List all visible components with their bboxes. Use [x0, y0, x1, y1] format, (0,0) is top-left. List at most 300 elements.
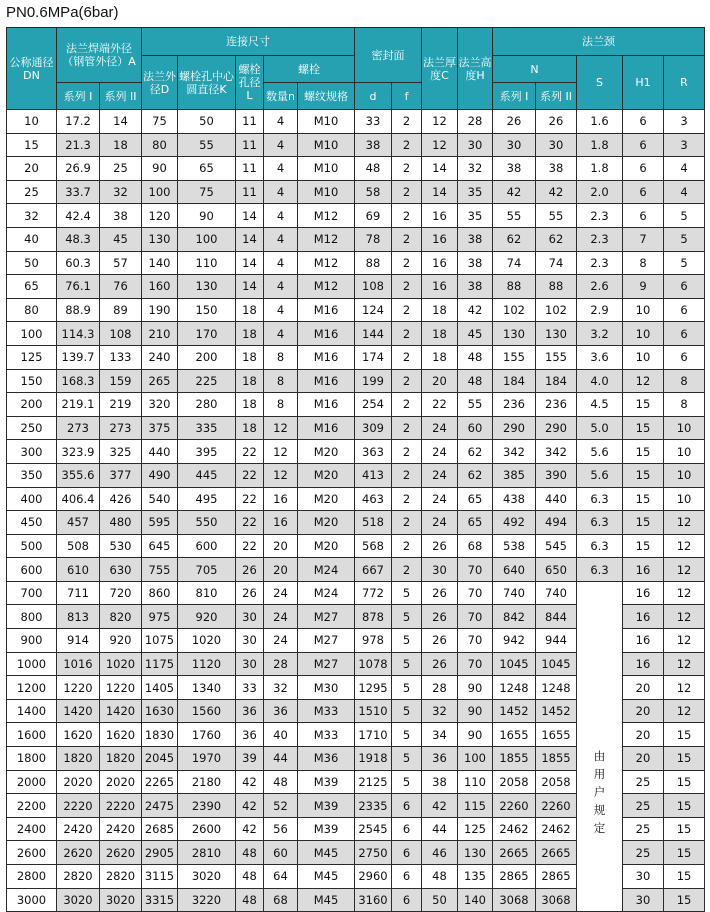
table-cell: 6 — [664, 298, 705, 322]
table-cell: 540 — [142, 487, 178, 511]
table-cell: 20 — [623, 676, 664, 700]
table-cell: 1075 — [142, 629, 178, 653]
table-cell: 46 — [422, 841, 458, 865]
table-cell: 55 — [458, 393, 493, 417]
table-cell: 30 — [422, 558, 458, 582]
table-cell: 860 — [142, 581, 178, 605]
header-bolt-hole: 螺栓孔径L — [236, 56, 264, 110]
table-cell: 2462 — [493, 817, 536, 841]
table-cell: M27 — [298, 605, 355, 629]
table-cell: M45 — [298, 888, 355, 912]
table-cell: 518 — [355, 511, 392, 535]
table-cell: 2335 — [355, 794, 392, 818]
table-cell: 1600 — [7, 723, 57, 747]
table-cell: 26.9 — [57, 157, 100, 181]
table-cell: 273 — [100, 416, 142, 440]
table-cell: 75 — [142, 110, 178, 134]
table-row — [7, 322, 705, 346]
table-cell: 62 — [493, 227, 536, 251]
table-cell: 64 — [264, 865, 298, 889]
table-cell: 15 — [7, 133, 57, 157]
table-cell: 1970 — [178, 747, 236, 771]
table-cell: 24 — [422, 440, 458, 464]
header-thickness: 法兰厚度C — [422, 28, 458, 110]
table-cell: 32 — [100, 180, 142, 204]
table-cell: 60.3 — [57, 251, 100, 275]
table-cell: 1078 — [355, 652, 392, 676]
table-cell: 1855 — [536, 747, 577, 771]
table-cell: 120 — [142, 204, 178, 228]
table-cell: 30 — [236, 652, 264, 676]
table-cell: 240 — [142, 345, 178, 369]
table-cell: 65 — [458, 511, 493, 535]
table-cell: 62 — [458, 440, 493, 464]
table-cell: 2600 — [7, 841, 57, 865]
table-cell: 6 — [623, 133, 664, 157]
table-cell: 16 — [422, 251, 458, 275]
table-cell: 155 — [493, 345, 536, 369]
table-cell: 2220 — [57, 794, 100, 818]
table-cell: 8 — [623, 251, 664, 275]
table-cell: 18 — [236, 322, 264, 346]
table-cell: 265 — [142, 369, 178, 393]
table-cell: 6 — [392, 888, 422, 912]
table-cell: 62 — [458, 463, 493, 487]
table-cell: M10 — [298, 157, 355, 181]
table-cell: 650 — [536, 558, 577, 582]
table-cell: 18 — [236, 369, 264, 393]
table-cell: 88 — [493, 275, 536, 299]
table-cell: 1.8 — [577, 157, 623, 181]
table-cell: 3.2 — [577, 322, 623, 346]
header-n-series2: 系列 II — [536, 83, 577, 110]
table-cell: 2 — [392, 180, 422, 204]
table-cell: 15 — [664, 723, 705, 747]
table-cell: 385 — [493, 463, 536, 487]
table-cell: 667 — [355, 558, 392, 582]
table-cell: 5 — [392, 605, 422, 629]
table-cell: 26 — [493, 110, 536, 134]
table-cell: 1248 — [536, 676, 577, 700]
table-cell: 426 — [100, 487, 142, 511]
table-cell: 12 — [664, 558, 705, 582]
table-cell: 3220 — [178, 888, 236, 912]
table-cell: 1630 — [142, 699, 178, 723]
table-cell: 1400 — [7, 699, 57, 723]
table-cell: 184 — [493, 369, 536, 393]
table-cell: 16 — [623, 629, 664, 653]
table-cell: 6 — [664, 345, 705, 369]
table-cell: 2 — [392, 204, 422, 228]
table-cell: 12 — [664, 676, 705, 700]
table-cell: 100 — [178, 227, 236, 251]
table-cell: 38 — [355, 133, 392, 157]
table-cell: 20 — [7, 157, 57, 181]
table-cell: 236 — [493, 393, 536, 417]
table-cell: 273 — [57, 416, 100, 440]
table-cell: 18 — [236, 416, 264, 440]
table-cell: 11 — [236, 110, 264, 134]
table-cell: 705 — [178, 558, 236, 582]
table-cell: 8 — [664, 369, 705, 393]
table-cell: 12 — [664, 652, 705, 676]
table-cell: M12 — [298, 204, 355, 228]
table-cell: 12 — [664, 629, 705, 653]
table-cell: 457 — [57, 511, 100, 535]
table-cell: 70 — [458, 605, 493, 629]
table-cell: 17.2 — [57, 110, 100, 134]
table-cell: M33 — [298, 699, 355, 723]
table-cell: 4 — [264, 251, 298, 275]
table-cell: 38 — [422, 770, 458, 794]
header-dn: 公称通径DN — [7, 28, 57, 110]
table-cell: 711 — [57, 581, 100, 605]
table-cell: 438 — [493, 487, 536, 511]
table-cell: 90 — [142, 157, 178, 181]
table-cell: 57 — [100, 251, 142, 275]
header-flange-od: 法兰外径D — [142, 56, 178, 110]
table-cell: 36 — [264, 699, 298, 723]
table-cell: M16 — [298, 393, 355, 417]
table-cell: 38 — [493, 157, 536, 181]
table-cell: 15 — [664, 841, 705, 865]
table-cell: 135 — [458, 865, 493, 889]
table-cell: M27 — [298, 629, 355, 653]
table-cell: 2 — [392, 322, 422, 346]
table-row — [7, 511, 705, 535]
table-cell: 800 — [7, 605, 57, 629]
table-cell: 42 — [458, 298, 493, 322]
header-weld-od: 法兰焊端外径（钢管外径）A — [57, 28, 142, 83]
table-cell: 320 — [142, 393, 178, 417]
header-s: S — [577, 56, 623, 110]
table-cell: 2.3 — [577, 204, 623, 228]
table-cell: M39 — [298, 817, 355, 841]
table-cell: 22 — [236, 463, 264, 487]
table-cell: 58 — [355, 180, 392, 204]
table-cell: 76.1 — [57, 275, 100, 299]
header-seal-face: 密封面 — [355, 28, 422, 83]
table-cell: 36 — [236, 699, 264, 723]
table-cell: 5 — [664, 204, 705, 228]
table-cell: 26 — [422, 534, 458, 558]
table-row — [7, 440, 705, 464]
table-row — [7, 227, 705, 251]
table-cell: 100 — [7, 322, 57, 346]
table-cell: 44 — [264, 747, 298, 771]
table-cell: 5 — [664, 251, 705, 275]
table-row — [7, 416, 705, 440]
table-cell: 48 — [236, 888, 264, 912]
table-cell: 10 — [664, 440, 705, 464]
table-cell: 33 — [355, 110, 392, 134]
header-bolt-thread: 螺纹规格 — [298, 83, 355, 110]
table-cell: 16 — [623, 605, 664, 629]
table-cell: 2125 — [355, 770, 392, 794]
table-cell: 30 — [458, 133, 493, 157]
table-cell: 150 — [178, 298, 236, 322]
table-cell: 12 — [664, 534, 705, 558]
table-cell: 15 — [623, 463, 664, 487]
table-cell: 4 — [264, 204, 298, 228]
table-cell: 844 — [536, 605, 577, 629]
table-cell: 50 — [422, 888, 458, 912]
table-cell: 22 — [236, 487, 264, 511]
table-cell: 6.3 — [577, 511, 623, 535]
table-cell: 28 — [422, 676, 458, 700]
table-cell: 300 — [7, 440, 57, 464]
table-cell: 74 — [493, 251, 536, 275]
table-cell: 1175 — [142, 652, 178, 676]
table-cell: 914 — [57, 629, 100, 653]
header-neck: 法兰颈 — [493, 28, 705, 56]
table-cell: 33 — [236, 676, 264, 700]
table-cell: 290 — [536, 416, 577, 440]
table-cell: 26 — [422, 581, 458, 605]
table-cell: 102 — [493, 298, 536, 322]
table-cell: M10 — [298, 133, 355, 157]
table-cell: 130 — [142, 227, 178, 251]
table-cell: 1855 — [493, 747, 536, 771]
table-cell: 80 — [142, 133, 178, 157]
table-cell: 5 — [664, 227, 705, 251]
table-cell: 600 — [7, 558, 57, 582]
table-cell: 2 — [392, 487, 422, 511]
table-cell: 5 — [392, 747, 422, 771]
table-cell: 89 — [100, 298, 142, 322]
table-cell: 1248 — [493, 676, 536, 700]
table-cell: 2180 — [178, 770, 236, 794]
table-cell: 820 — [100, 605, 142, 629]
table-cell: 2 — [392, 440, 422, 464]
table-cell: 110 — [178, 251, 236, 275]
table-cell: 26 — [422, 605, 458, 629]
table-cell: 740 — [536, 581, 577, 605]
table-cell: 10 — [664, 463, 705, 487]
table-cell: 1020 — [100, 652, 142, 676]
table-cell: 75 — [178, 180, 236, 204]
table-cell: 36 — [422, 747, 458, 771]
table-cell: 28 — [264, 652, 298, 676]
table-cell: 22 — [236, 534, 264, 558]
table-cell: M10 — [298, 180, 355, 204]
table-cell: 755 — [142, 558, 178, 582]
table-cell: 2.9 — [577, 298, 623, 322]
table-cell: 2260 — [536, 794, 577, 818]
table-cell: 2865 — [493, 865, 536, 889]
table-cell: 40 — [264, 723, 298, 747]
table-cell: 18 — [236, 393, 264, 417]
table-cell: 60 — [264, 841, 298, 865]
table-cell: 168.3 — [57, 369, 100, 393]
table-cell: 2 — [392, 416, 422, 440]
table-cell: M16 — [298, 369, 355, 393]
table-cell: 32 — [264, 676, 298, 700]
table-cell: M16 — [298, 345, 355, 369]
table-cell: 2620 — [100, 841, 142, 865]
table-cell: 38 — [536, 157, 577, 181]
table-cell: 18 — [422, 345, 458, 369]
table-cell: 36 — [236, 723, 264, 747]
table-cell: 20 — [264, 534, 298, 558]
table-cell: 100 — [458, 747, 493, 771]
table-cell: 10 — [664, 416, 705, 440]
table-cell: 3115 — [142, 865, 178, 889]
table-cell: 21.3 — [57, 133, 100, 157]
table-cell: 813 — [57, 605, 100, 629]
table-cell: 2400 — [7, 817, 57, 841]
table-cell: 12 — [664, 511, 705, 535]
table-cell: 2820 — [100, 865, 142, 889]
table-cell: 280 — [178, 393, 236, 417]
table-cell: 978 — [355, 629, 392, 653]
table-cell: 1120 — [178, 652, 236, 676]
header-bolt-qty: 数量n — [264, 83, 298, 110]
table-cell: 90 — [458, 723, 493, 747]
table-cell: 10 — [623, 345, 664, 369]
table-cell: 20 — [623, 723, 664, 747]
table-cell: 48 — [458, 369, 493, 393]
table-cell: 45 — [100, 227, 142, 251]
table-cell: 65 — [7, 275, 57, 299]
table-cell: 88.9 — [57, 298, 100, 322]
table-cell: M27 — [298, 652, 355, 676]
table-cell: 15 — [623, 534, 664, 558]
table-cell: 4 — [264, 180, 298, 204]
table-cell: 5 — [392, 676, 422, 700]
table-cell: 52 — [264, 794, 298, 818]
table-cell: 225 — [178, 369, 236, 393]
table-cell: 26 — [236, 581, 264, 605]
table-cell: 3020 — [57, 888, 100, 912]
table-cell: 48 — [264, 770, 298, 794]
table-cell: 15 — [664, 794, 705, 818]
table-cell: 377 — [100, 463, 142, 487]
table-cell: 108 — [100, 322, 142, 346]
table-cell: 463 — [355, 487, 392, 511]
table-cell: 5.0 — [577, 416, 623, 440]
table-cell: 5 — [392, 723, 422, 747]
table-cell: 12 — [264, 440, 298, 464]
table-row — [7, 110, 705, 134]
header-d: d — [355, 83, 392, 110]
table-cell: 140 — [142, 251, 178, 275]
table-cell: 38 — [458, 251, 493, 275]
table-cell: 144 — [355, 322, 392, 346]
table-cell: 375 — [142, 416, 178, 440]
table-cell: 2 — [392, 157, 422, 181]
table-cell: 309 — [355, 416, 392, 440]
table-cell: 12 — [264, 463, 298, 487]
table-cell: 1830 — [142, 723, 178, 747]
table-cell: 102 — [536, 298, 577, 322]
table-cell: 2665 — [536, 841, 577, 865]
table-cell: 2058 — [536, 770, 577, 794]
table-cell: 3160 — [355, 888, 392, 912]
table-cell: 20 — [623, 699, 664, 723]
table-cell: 80 — [7, 298, 57, 322]
header-h1: H1 — [623, 56, 664, 110]
table-cell: 65 — [458, 487, 493, 511]
table-cell: 12 — [664, 581, 705, 605]
table-cell: 150 — [7, 369, 57, 393]
table-cell: 740 — [493, 581, 536, 605]
table-cell: 25 — [623, 794, 664, 818]
table-cell: 22 — [236, 511, 264, 535]
table-cell: M20 — [298, 487, 355, 511]
table-cell: 2545 — [355, 817, 392, 841]
table-cell: 12 — [623, 369, 664, 393]
table-cell: 50 — [178, 110, 236, 134]
table-cell: 390 — [536, 463, 577, 487]
table-cell: 4.0 — [577, 369, 623, 393]
table-cell: 5 — [392, 699, 422, 723]
table-cell: 2045 — [142, 747, 178, 771]
table-cell: 2620 — [57, 841, 100, 865]
table-cell: 184 — [536, 369, 577, 393]
table-cell: M45 — [298, 865, 355, 889]
table-cell: 545 — [536, 534, 577, 558]
table-cell: 1820 — [57, 747, 100, 771]
table-cell: 942 — [493, 629, 536, 653]
table-cell: 2.6 — [577, 275, 623, 299]
table-cell: 16 — [623, 652, 664, 676]
table-cell: 600 — [178, 534, 236, 558]
header-bolt-circle: 螺栓孔中心圆直径K — [178, 56, 236, 110]
table-cell: 1620 — [57, 723, 100, 747]
table-cell: 133 — [100, 345, 142, 369]
table-cell: 3315 — [142, 888, 178, 912]
table-cell: 30 — [623, 888, 664, 912]
table-cell: 1452 — [536, 699, 577, 723]
table-row — [7, 204, 705, 228]
table-cell: 1510 — [355, 699, 392, 723]
table-cell: 2 — [392, 345, 422, 369]
table-cell: 70 — [458, 558, 493, 582]
table-cell: M12 — [298, 227, 355, 251]
table-cell: 24 — [422, 487, 458, 511]
table-cell: 6 — [664, 322, 705, 346]
table-cell: 6 — [392, 841, 422, 865]
table-cell: 48.3 — [57, 227, 100, 251]
table-cell: 236 — [536, 393, 577, 417]
table-cell: 18 — [100, 133, 142, 157]
table-cell: M16 — [298, 416, 355, 440]
table-row — [7, 393, 705, 417]
table-cell: 2 — [392, 227, 422, 251]
table-cell: 15 — [623, 440, 664, 464]
table-cell: 70 — [458, 581, 493, 605]
table-cell: 1420 — [57, 699, 100, 723]
table-cell: 2 — [392, 110, 422, 134]
table-cell: 440 — [536, 487, 577, 511]
table-cell: 2462 — [536, 817, 577, 841]
table-cell: 9 — [623, 275, 664, 299]
table-cell: 65 — [178, 157, 236, 181]
table-cell: 70 — [458, 652, 493, 676]
table-cell: 2685 — [142, 817, 178, 841]
table-cell: 5.6 — [577, 440, 623, 464]
table-cell: 492 — [493, 511, 536, 535]
table-cell: 25 — [623, 770, 664, 794]
table-cell: 6.3 — [577, 534, 623, 558]
table-cell: 5 — [392, 581, 422, 605]
table-cell: 16 — [623, 581, 664, 605]
table-cell: 24 — [264, 581, 298, 605]
header-series2: 系列 II — [100, 83, 142, 110]
table-cell: 60 — [458, 416, 493, 440]
header-n: N — [493, 56, 577, 83]
